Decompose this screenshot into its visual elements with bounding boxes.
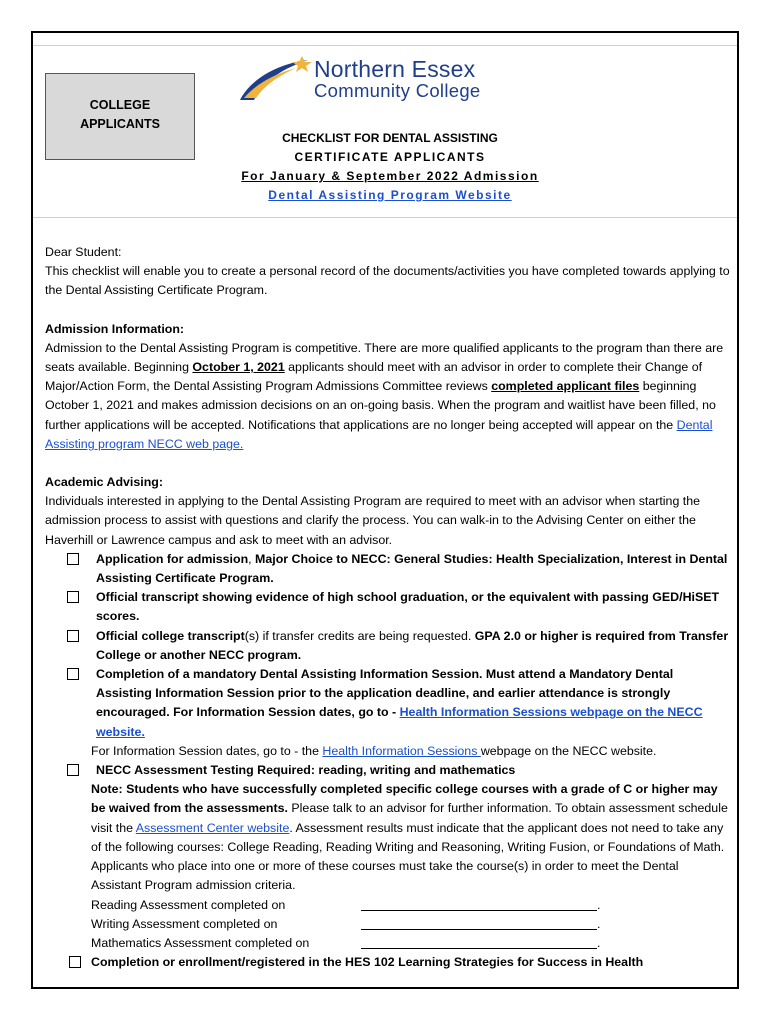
tag-line-2: APPLICANTS <box>80 117 160 131</box>
document-title: CHECKLIST FOR DENTAL ASSISTING <box>282 131 498 145</box>
assessment-note: Note: Students who have successfully completed specific college courses with a grade of C or higher may be waived from the assessments. Please talk to an advisor for further information. To obtain assessment schedule visit the Assessment Center website. Assessment results must indicate that the applicant does not need to take any of the following courses: College Reading, Reading Writing and Reasoning, Writing Fusion, or Foundations of Math. Applicants who place into one or more of these courses must take the course(s) in order to meet the Dental Assistant Program admission criteria. <box>91 782 728 893</box>
program-website-link[interactable]: Dental Assisting Program Website <box>268 188 512 202</box>
advising-text: Individuals interested in applying to the Dental Assisting Program are required to meet with an advisor when starting the admission process to assist with questions and clarify the process. You can walk-in to the Advising Center on either the Haverhill or Lawrence campus and ask to meet with an advisor. <box>45 494 700 547</box>
admission-term: For January & September 2022 Admission <box>241 169 539 183</box>
dental-web-page-link[interactable]: Dental Assisting program NECC web page. <box>45 417 713 451</box>
college-logo <box>236 54 536 104</box>
health-info-sessions-link[interactable]: Health Information Sessions <box>322 743 481 758</box>
checklist-item-hes102: Completion or enrollment/registered in the HES 102 Learning Strategies for Success in Health <box>45 953 730 972</box>
advising-title: Academic Advising: <box>45 475 163 490</box>
logo-name-line-1: Northern Essex <box>314 56 476 82</box>
college-applicants-box <box>45 73 195 160</box>
top-divider <box>33 45 737 46</box>
admission-text: Admission to the Dental Assisting Program is competitive. There are more qualified applicants to the program than there are seats available. Beginning October 1, 2021 applicants should meet with an advisor in order to complete their Change of Major/Action Form, the Dental Assisting Program Admissions Committee reviews completed applicant files beginning October 1, 2021 and makes admission decisions on an on-going basis. When the program and waitlist have been filled, no further applications will be accepted. Notifications that applications are no longer being accepted will appear on the Dental Assisting program NECC web page. <box>45 340 724 451</box>
swoosh-star-icon <box>236 54 316 104</box>
checkbox-icon[interactable] <box>67 630 79 642</box>
reading-date-field[interactable] <box>361 896 597 911</box>
header-divider <box>33 217 737 218</box>
assessment-center-link[interactable]: Assessment Center website <box>135 820 290 835</box>
admission-title: Admission Information: <box>45 321 185 336</box>
greeting: Dear Student: <box>45 245 122 259</box>
completed-files: completed applicant files <box>491 379 640 394</box>
math-date-field[interactable] <box>361 934 597 949</box>
document-body <box>45 243 730 972</box>
checkbox-icon[interactable] <box>67 553 79 565</box>
math-assessment-row: Mathematics Assessment completed on . <box>91 935 601 950</box>
writing-assessment-row: Writing Assessment completed on . <box>91 916 601 931</box>
checklist-item-college-transcript: Official college transcript(s) if transfer credits are being requested. GPA 2.0 or higher is required from Transfer College or another NECC program. <box>45 627 730 665</box>
info-sessions-link[interactable]: Health Information Sessions webpage on the NECC website. <box>96 705 703 739</box>
checkbox-icon[interactable] <box>67 591 79 603</box>
checklist-item-application: Application for admission, Major Choice to NECC: General Studies: Health Specialization, Interest in Dental Assisting Certificate Program. <box>45 550 730 588</box>
info-session-note: For Information Session dates, go to - the Health Information Sessions webpage on the NECC website. <box>91 743 657 758</box>
checklist-item-transcript: Official transcript showing evidence of high school graduation, or the equivalent with passing GED/HiSET scores. <box>45 588 730 626</box>
admission-date: October 1, 2021 <box>192 360 285 375</box>
reading-assessment-row: Reading Assessment completed on . <box>91 897 601 912</box>
checklist-item-info-session: Completion of a mandatory Dental Assisting Information Session. Must attend a Mandatory Dental Assisting Information Session prior to the application deadline, and earlier attendance is strongly encouraged. For Information Session dates, go to - Health Information Sessions webpage on the NECC website. <box>45 665 730 742</box>
writing-date-field[interactable] <box>361 915 597 930</box>
checkbox-icon[interactable] <box>67 668 79 680</box>
checkbox-icon[interactable] <box>69 956 81 968</box>
intro-text: This checklist will enable you to create a personal record of the documents/activities you have completed towards applying to the Dental Assisting Certificate Program. <box>45 264 730 298</box>
checklist-item-assessment: NECC Assessment Testing Required: reading, writing and mathematics <box>45 761 730 780</box>
document-subtitle: CERTIFICATE APPLICANTS <box>294 150 486 164</box>
logo-name-line-2: Community College <box>314 80 481 101</box>
checkbox-icon[interactable] <box>67 764 79 776</box>
tag-line-1: COLLEGE <box>89 98 151 112</box>
